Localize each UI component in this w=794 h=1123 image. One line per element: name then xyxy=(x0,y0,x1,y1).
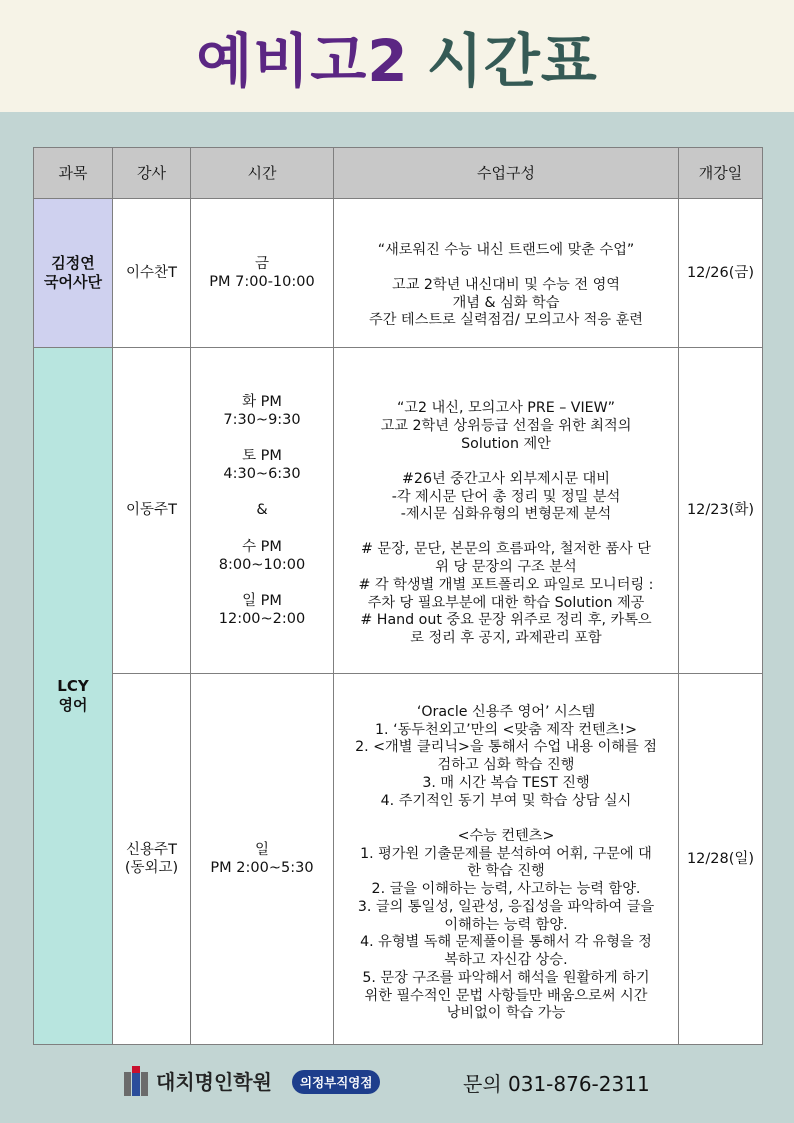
time-line: 화 PM xyxy=(242,393,282,410)
course-line: 5. 문장 구조를 파악해서 해석을 원활하게 하기 xyxy=(362,969,650,986)
time-cell xyxy=(191,199,334,348)
time-line xyxy=(191,574,333,592)
course-line: 고교 2학년 상위등급 선점을 위한 최적의 xyxy=(380,417,632,434)
column-header-time: 시간 xyxy=(191,148,334,199)
title-part-1: 예비고2 xyxy=(196,27,409,95)
course-line: 주차 당 필요부분에 대한 학습 Solution 제공 xyxy=(367,594,645,611)
title-part-2: 시간표 xyxy=(426,27,598,95)
course-line: 2. <개별 클리닉>을 통해서 수업 내용 이해를 점 xyxy=(355,739,657,756)
page-header xyxy=(0,0,794,112)
instructor-cell xyxy=(113,199,191,348)
instructor-name: 신용주T xyxy=(126,841,177,858)
course-line: Solution 제안 xyxy=(461,435,551,452)
page-footer xyxy=(0,1046,794,1123)
course-line: 4. 주기적인 동기 부여 및 학습 상담 실시 xyxy=(380,792,632,809)
time-line: PM 2:00~5:30 xyxy=(210,860,314,876)
time-line: PM 7:00-10:00 xyxy=(209,274,315,290)
course-line: # Hand out 중요 문장 위주로 정리 후, 카톡으 xyxy=(360,612,652,629)
column-header-instructor: 강사 xyxy=(113,148,191,199)
course-line: ‘Oracle 신용주 영어’ 시스템 xyxy=(416,703,596,720)
course-line: 주간 테스트로 실력점검/ 모의고사 적응 훈련 xyxy=(368,312,644,329)
course-line: 복하고 자신감 상승. xyxy=(444,952,568,969)
page-title xyxy=(196,14,598,98)
instructor-cell xyxy=(113,348,191,674)
table-row xyxy=(34,348,763,674)
table-row xyxy=(34,199,763,348)
start-date-cell: 12/23(화) xyxy=(679,348,763,674)
time-line: 토 PM xyxy=(242,448,282,465)
course-line: 개념 & 심화 학습 xyxy=(452,294,560,311)
course-line: #26년 중간고사 외부제시문 대비 xyxy=(402,470,610,487)
subject-line: 영어 xyxy=(58,696,88,714)
course-line xyxy=(334,453,678,470)
course-line: 한 학습 진행 xyxy=(467,863,545,880)
time-line xyxy=(191,429,333,447)
course-line: “고2 내신, 모의고사 PRE – VIEW” xyxy=(396,400,616,417)
course-line: 위 당 문장의 구조 분석 xyxy=(435,559,577,576)
time-line: 일 xyxy=(254,841,269,858)
contact-phone: 문의 031-876-2311 xyxy=(463,1072,650,1096)
course-line: # 문장, 문단, 본문의 흐름파악, 철저한 품사 단 xyxy=(361,541,651,558)
time-line: 8:00~10:00 xyxy=(218,556,306,573)
time-line: 수 PM xyxy=(242,538,282,555)
column-header-subject: 과목 xyxy=(34,148,113,199)
time-line: 일 PM xyxy=(242,593,282,610)
course-line: 이해하는 능력 함양. xyxy=(444,916,568,933)
course-line: 3. 글의 통일성, 일관성, 응집성을 파악하여 글을 xyxy=(357,898,655,915)
subject-line: 김정연 xyxy=(51,254,95,273)
course-line xyxy=(334,810,678,827)
start-date-cell: 12/28(일) xyxy=(679,674,763,1045)
course-line: 1. ‘동두천외고’만의 <맞춤 제작 컨텐츠!> xyxy=(375,721,637,738)
course-line: # 각 학생별 개별 포트폴리오 파일로 모니터링 : xyxy=(358,576,654,593)
time-line: 7:30~9:30 xyxy=(223,411,301,428)
course-line: -각 제시문 단어 총 정리 및 정밀 분석 xyxy=(391,488,621,505)
instructor-cell xyxy=(113,674,191,1045)
table-header-row xyxy=(34,148,763,199)
course-cell xyxy=(334,674,679,1045)
subject-line: LCY xyxy=(57,677,89,696)
time-cell xyxy=(191,674,334,1045)
time-line xyxy=(191,520,333,538)
subject-cell-english xyxy=(34,348,113,1045)
course-line: <수능 컨텐츠> xyxy=(457,827,555,844)
course-line: “새로워진 수능 내신 트랜드에 맞춘 수업” xyxy=(377,241,635,258)
course-line: 3. 매 시간 복습 TEST 진행 xyxy=(422,774,590,791)
course-line: 4. 유형별 독해 문제풀이를 통해서 각 유형을 정 xyxy=(360,934,652,951)
instructor-name: 이동주T xyxy=(126,502,177,519)
column-header-course: 수업구성 xyxy=(334,148,679,199)
course-line: 검하고 심화 학습 진행 xyxy=(437,757,575,774)
academy-name: 대치명인학원 xyxy=(156,1070,272,1094)
start-date-cell: 12/26(금) xyxy=(679,199,763,348)
time-line xyxy=(191,483,333,501)
instructor-name: 이수찬T xyxy=(126,264,177,281)
table-row xyxy=(34,674,763,1045)
course-line: 고교 2학년 내신대비 및 수능 전 영역 xyxy=(392,276,620,293)
course-line: 낭비없이 학습 가능 xyxy=(446,1005,566,1022)
course-line: -제시문 심화유형의 변형문제 분석 xyxy=(400,506,612,523)
academy-logo-icon xyxy=(124,1066,148,1096)
course-line xyxy=(334,524,678,541)
time-cell xyxy=(191,348,334,674)
column-header-start-date: 개강일 xyxy=(679,148,763,199)
time-line: 4:30~6:30 xyxy=(223,466,301,483)
subject-cell-korean xyxy=(34,199,113,348)
time-line: 12:00~2:00 xyxy=(218,611,306,628)
branch-badge: 의정부직영점 xyxy=(292,1070,380,1094)
course-line: 로 정리 후 공지, 과제관리 포함 xyxy=(410,630,602,647)
course-line: 위한 필수적인 문법 사항들만 배움으로써 시간 xyxy=(364,987,648,1004)
course-cell xyxy=(334,199,679,348)
course-line xyxy=(334,260,678,277)
course-cell xyxy=(334,348,679,674)
time-line: 금 xyxy=(254,255,269,272)
subject-line: 국어사단 xyxy=(44,273,102,291)
instructor-school: (동외고) xyxy=(124,860,179,876)
time-line: & xyxy=(256,502,268,519)
course-line: 1. 평가원 기출문제를 분석하여 어휘, 구문에 대 xyxy=(360,845,652,862)
schedule-table xyxy=(33,147,763,1045)
course-line: 2. 글을 이해하는 능력, 사고하는 능력 함양. xyxy=(371,881,641,898)
